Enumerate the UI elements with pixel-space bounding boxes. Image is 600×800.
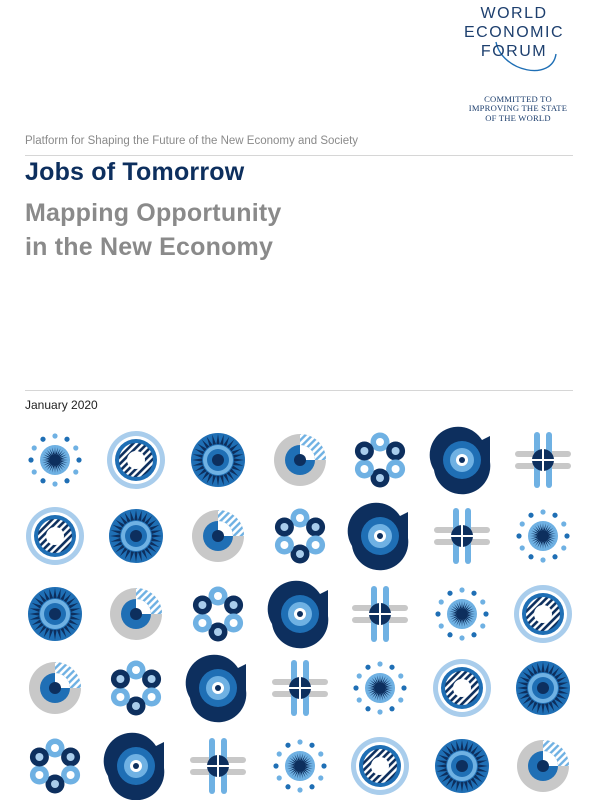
stripe-ring-icon	[107, 431, 165, 489]
wef-logo	[452, 2, 582, 123]
flower-icon	[30, 739, 80, 794]
wave-icon	[104, 733, 165, 800]
sun-ring-icon	[109, 509, 163, 563]
wave-icon	[268, 581, 329, 649]
logo-tagline-line: COMMITTED TO	[484, 94, 552, 104]
logo-word-forum: FORUM	[480, 43, 548, 60]
subtitle-line: Mapping Opportunity	[25, 199, 282, 227]
flower-icon	[193, 587, 243, 642]
logo-tagline	[458, 95, 578, 123]
report-title: Jobs of Tomorrow	[25, 158, 245, 186]
hash-icon	[190, 738, 246, 794]
wave-icon	[430, 427, 491, 495]
publication-date: January 2020	[25, 398, 98, 412]
quarter-icon	[274, 434, 326, 486]
wave-icon	[186, 655, 247, 723]
stripe-ring-icon	[351, 737, 409, 795]
wave-icon	[348, 503, 409, 571]
icon-pattern	[0, 418, 600, 800]
subtitle-line: in the New Economy	[25, 233, 274, 261]
date-divider	[25, 390, 573, 391]
quarter-icon	[517, 740, 569, 792]
sun-ring-icon	[435, 739, 489, 793]
report-subtitle	[25, 196, 282, 264]
stripe-ring-icon	[433, 659, 491, 717]
logo-word-economic: ECONOMIC	[464, 24, 564, 41]
sun-ring-icon	[28, 587, 82, 641]
hash-icon	[272, 660, 328, 716]
platform-label: Platform for Shaping the Future of the New Economy and Society	[25, 135, 359, 147]
sun-ring-icon	[516, 661, 570, 715]
sun-ring-icon	[191, 433, 245, 487]
logo-tagline-line: OF THE WORLD	[485, 112, 551, 123]
hash-icon	[352, 586, 408, 642]
hash-icon	[434, 508, 490, 564]
dots-sun-icon	[516, 509, 569, 562]
flower-icon	[275, 509, 325, 564]
flower-icon	[355, 433, 405, 488]
dots-sun-icon	[353, 661, 406, 714]
stripe-ring-icon	[514, 585, 572, 643]
logo-tagline-line: IMPROVING THE STATE	[468, 103, 568, 114]
dots-sun-icon	[273, 739, 326, 792]
quarter-icon	[29, 662, 81, 714]
header-divider	[25, 155, 573, 156]
flower-icon	[111, 661, 161, 716]
dots-sun-icon	[435, 587, 488, 640]
quarter-icon	[110, 588, 162, 640]
logo-word-world: WORLD	[480, 5, 548, 22]
dots-sun-icon	[28, 433, 81, 486]
hash-icon	[515, 432, 571, 488]
stripe-ring-icon	[26, 507, 84, 565]
quarter-icon	[192, 510, 244, 562]
